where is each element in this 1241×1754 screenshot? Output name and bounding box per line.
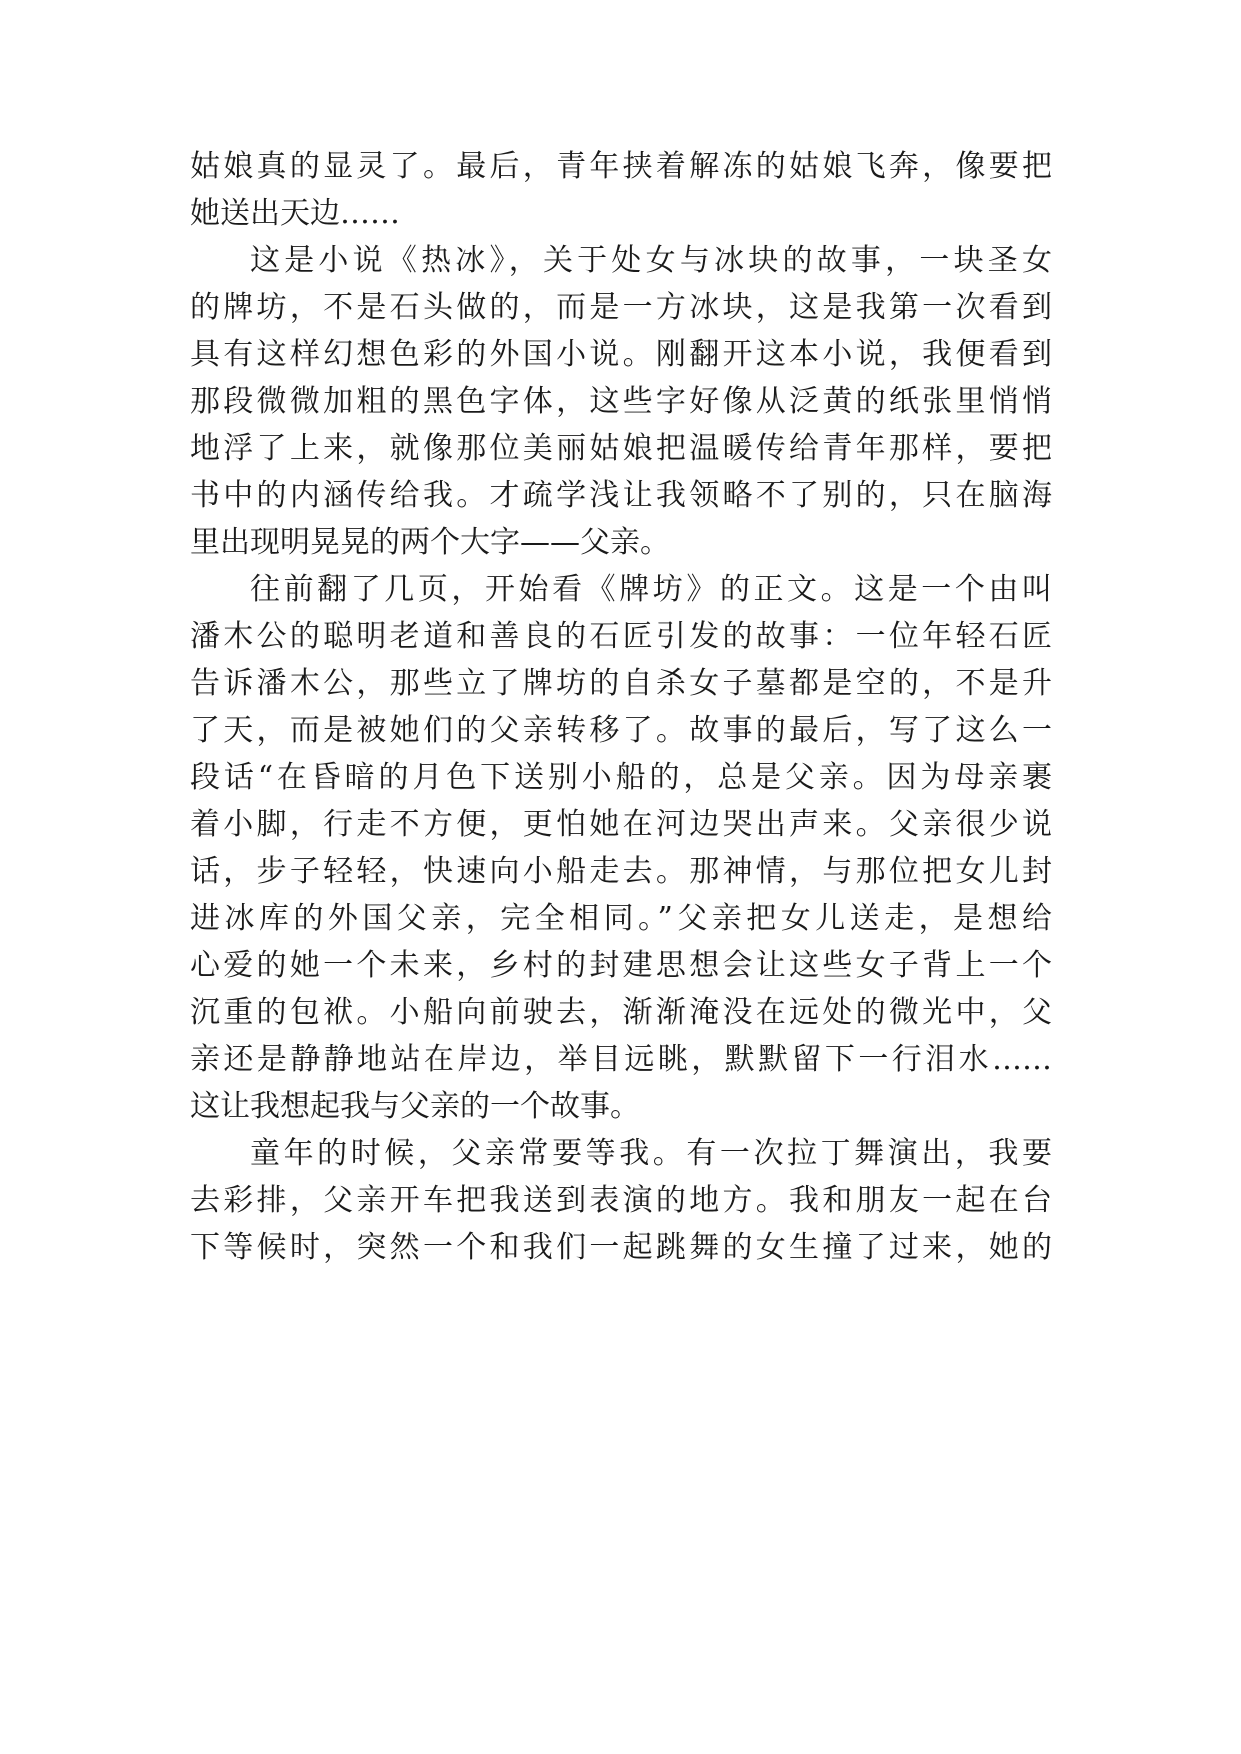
text-line: 具有这样幻想色彩的外国小说。刚翻开这本小说，我便看到: [190, 337, 1052, 372]
document-page: [190, 143, 1052, 1271]
text-line: 去彩排，父亲开车把我送到表演的地方。我和朋友一起在台: [190, 1183, 1052, 1218]
text-line: 着小脚，行走不方便，更怕她在河边哭出声来。父亲很少说: [190, 807, 1052, 842]
text-line: 那段微微加粗的黑色字体，这些字好像从泛黄的纸张里悄悄: [190, 384, 1052, 419]
text-line: 了天，而是被她们的父亲转移了。故事的最后，写了这么一: [190, 713, 1052, 748]
text-line: 她送出天边……: [190, 196, 400, 231]
text-line: 地浮了上来，就像那位美丽姑娘把温暖传给青年那样，要把: [190, 431, 1052, 466]
text-line: 进冰库的外国父亲，完全相同。”父亲把女儿送走，是想给: [190, 901, 1052, 936]
text-line: 话，步子轻轻，快速向小船走去。那神情，与那位把女儿封: [190, 854, 1052, 889]
text-line: 沉重的包袱。小船向前驶去，渐渐淹没在远处的微光中，父: [190, 995, 1052, 1030]
text-line: 心爱的她一个未来，乡村的封建思想会让这些女子背上一个: [190, 948, 1052, 983]
paragraph-first-line: 往前翻了几页，开始看《牌坊》的正文。这是一个由叫: [250, 572, 1052, 607]
text-line: 里出现明晃晃的两个大字——父亲。: [190, 525, 670, 560]
paragraph-first-line: 童年的时候，父亲常要等我。有一次拉丁舞演出，我要: [250, 1136, 1052, 1171]
text-line: 的牌坊，不是石头做的，而是一方冰块，这是我第一次看到: [190, 290, 1052, 325]
text-line: 下等候时，突然一个和我们一起跳舞的女生撞了过来，她的: [190, 1230, 1052, 1265]
text-line: 书中的内涵传给我。才疏学浅让我领略不了别的，只在脑海: [190, 478, 1052, 513]
text-line: 亲还是静静地站在岸边，举目远眺，默默留下一行泪水……: [190, 1042, 1052, 1077]
text-line: 姑娘真的显灵了。最后，青年挟着解冻的姑娘飞奔，像要把: [190, 149, 1052, 184]
paragraph-first-line: 这是小说《热冰》，关于处女与冰块的故事，一块圣女: [250, 243, 1052, 278]
text-line: 潘木公的聪明老道和善良的石匠引发的故事：一位年轻石匠: [190, 619, 1052, 654]
text-line: 告诉潘木公，那些立了牌坊的自杀女子墓都是空的，不是升: [190, 666, 1052, 701]
text-line: 段话“在昏暗的月色下送别小船的，总是父亲。因为母亲裹: [190, 760, 1052, 795]
text-line: 这让我想起我与父亲的一个故事。: [190, 1089, 640, 1124]
